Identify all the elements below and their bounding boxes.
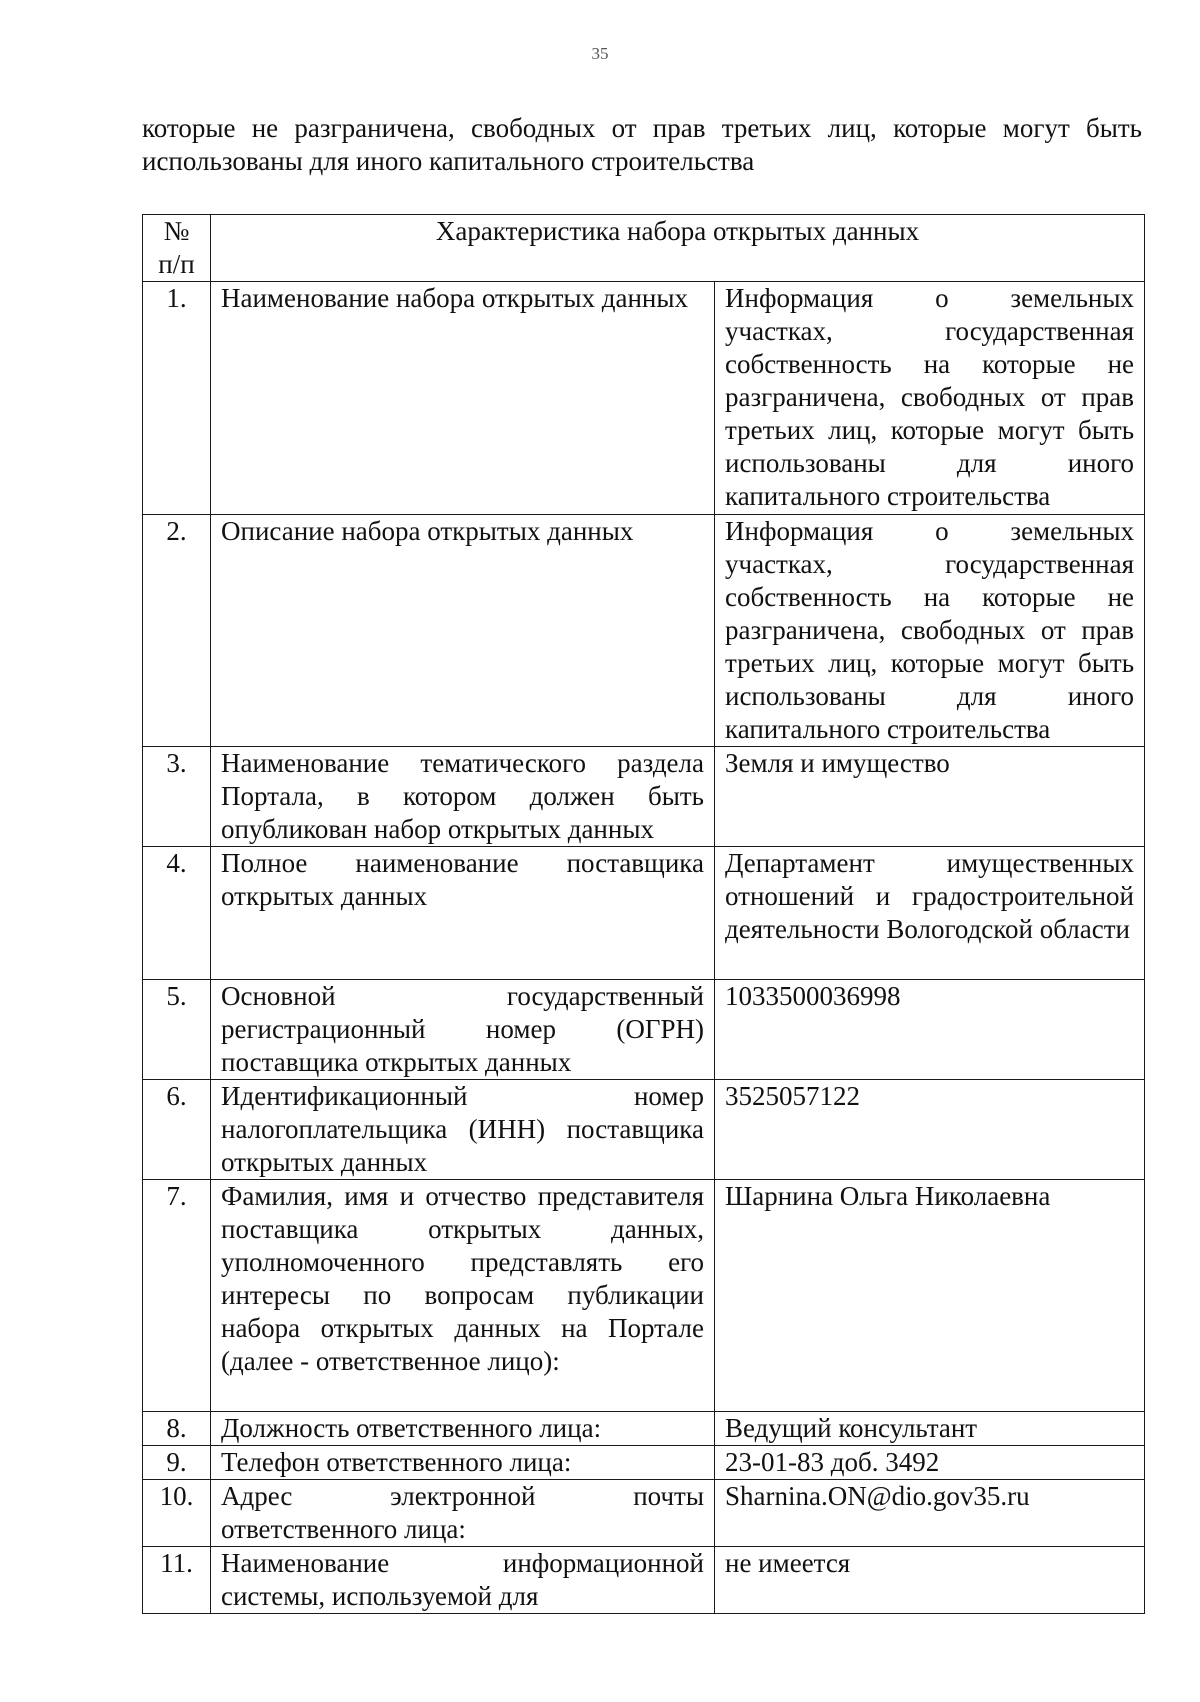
table-row [143,1180,1145,1412]
open-data-table [142,214,1145,1614]
table-header-row [143,215,1145,282]
header-number-sign: № [163,216,190,246]
row-value: Ведущий консультант [715,1412,1145,1446]
row-number: 4. [143,847,211,980]
row-value: 23-01-83 доб. 3492 [715,1446,1145,1480]
page-number: 35 [591,44,609,63]
table-row [143,1480,1145,1547]
intro-paragraph: которые не разграничена, свободных от прав третьих лиц, которые могут быть использованы для иного капитального строительства [142,113,1142,176]
row-number: 6. [143,1080,211,1180]
row-number: 1. [143,282,211,515]
row-number: 8. [143,1412,211,1446]
table-row [143,1080,1145,1180]
table-row [143,282,1145,515]
row-value: Шарнина Ольга Николаевна [715,1180,1145,1412]
row-value: не имеется [715,1547,1145,1614]
row-number: 10. [143,1480,211,1547]
row-label: Наименование информационной системы, используемой для [211,1547,715,1614]
table-row [143,1446,1145,1480]
row-number: 9. [143,1446,211,1480]
row-label: Описание набора открытых данных [211,515,715,747]
row-value: Информация о земельных участках, государственная собственность на которые не разграничена, свободных от прав третьих лиц, которые могут быть использованы для иного капитального строительства [715,282,1145,515]
table-row [143,1547,1145,1614]
header-number-cell [143,215,211,282]
header-number-abbr: п/п [158,249,195,279]
row-label: Фамилия, имя и отчество представителя поставщика открытых данных, уполномоченного представлять его интересы по вопросам публикации набора открытых данных на Портале (далее - ответственное лицо): [211,1180,715,1412]
table-row [143,747,1145,847]
row-value: Департамент имущественных отношений и градостроительной деятельности Вологодской области [715,847,1145,980]
table-row [143,515,1145,747]
row-label: Должность ответственного лица: [211,1412,715,1446]
row-value: Земля и имущество [715,747,1145,847]
table-row [143,980,1145,1080]
row-number: 5. [143,980,211,1080]
row-label: Основной государственный регистрационный номер (ОГРН) поставщика открытых данных [211,980,715,1080]
row-label: Полное наименование поставщика открытых данных [211,847,715,980]
row-number: 11. [143,1547,211,1614]
row-number: 7. [143,1180,211,1412]
row-label: Телефон ответственного лица: [211,1446,715,1480]
header-title-cell: Характеристика набора открытых данных [211,215,1145,282]
row-value: 1033500036998 [715,980,1145,1080]
row-value: Sharnina.ON@dio.gov35.ru [715,1480,1145,1547]
row-number: 2. [143,515,211,747]
row-value: Информация о земельных участках, государственная собственность на которые не разграничена, свободных от прав третьих лиц, которые могут быть использованы для иного капитального строительства [715,515,1145,747]
row-label: Идентификационный номер налогоплательщика (ИНН) поставщика открытых данных [211,1080,715,1180]
row-label: Наименование тематического раздела Портала, в котором должен быть опубликован набор открытых данных [211,747,715,847]
row-value: 3525057122 [715,1080,1145,1180]
row-label: Наименование набора открытых данных [211,282,715,515]
row-label: Адрес электронной почты ответственного лица: [211,1480,715,1547]
table-row [143,1412,1145,1446]
row-number: 3. [143,747,211,847]
table-row [143,847,1145,980]
